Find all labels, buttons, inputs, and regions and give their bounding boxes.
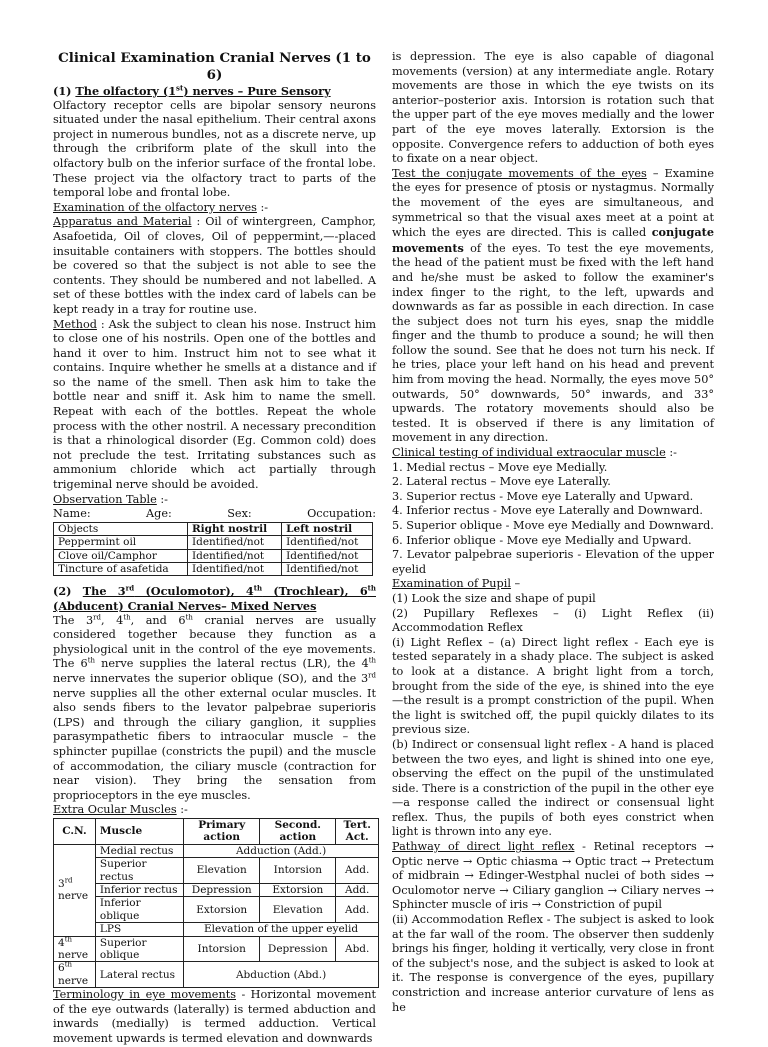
olfactory-heading xyxy=(53,84,376,99)
table-cell: Identified/not xyxy=(187,563,281,576)
list-item: 3. Superior rectus - Move eye Laterally and Upward. xyxy=(392,489,694,503)
accommodation-paragraph: (ii) Accommodation Reflex - The subject is asked to look at the far wall of the room. The observer then suddenly brings his finger, holding it vertically, very close in front of the subject's nose, and the subject is asked to look at it. The response is convergence of the eyes, pupillary constriction and increase anterior curvature of lens as he xyxy=(392,913,714,1014)
cn-sup: rd xyxy=(64,876,73,885)
header-cn: C.N. xyxy=(54,818,96,844)
oculomotor-heading-part: (Oculomotor), 4 xyxy=(134,584,254,599)
header-left-nostril: Left nostril xyxy=(282,522,373,535)
olfactory-heading-part-b: ) nerves – Pure Sensory xyxy=(183,84,331,98)
olfactory-heading-part-a: The olfactory (1 xyxy=(75,84,177,98)
oculomotor-heading xyxy=(53,584,376,613)
extraocular-muscle-table xyxy=(53,818,379,988)
table-cell: Inferior rectus xyxy=(95,883,183,896)
table-cell: Depression xyxy=(260,936,336,962)
observation-table xyxy=(53,522,373,577)
conjugate-bold: conjugate movements xyxy=(392,225,714,255)
observation-heading-suffix: :- xyxy=(156,492,168,506)
table-row xyxy=(54,563,373,576)
oculomotor-heading-number: (2) xyxy=(53,584,72,599)
table-cell: Intorsion xyxy=(260,858,336,884)
table-cell: Tincture of asafetida xyxy=(54,563,188,576)
table-cell: LPS xyxy=(95,923,183,936)
pupil-heading-text: Examination of Pupil xyxy=(392,577,511,591)
cn-label: nerve xyxy=(58,974,89,987)
table-cell: Add. xyxy=(336,883,379,896)
superscript: th xyxy=(87,656,96,665)
conjugate-text-a: – Examine the eyes for presence of ptosis or nystagmus. Normally the movement of the eyes are simultaneous, and symmetrical so that the visual axes meet at a point at which the eyes are directed. This is called xyxy=(392,166,714,240)
olfactory-intro: Olfactory receptor cells are bipolar sensory neurons situated under the nasal epithelium. Their central axons project in numerous bundles, not as a discrete nerve, up through the cribriform plate of the skull into the olfactory bulb on the inferior surface of the frontal lobe. These project via the olfactory tract to parts of the temporal lobe and frontal lobe. xyxy=(53,98,376,200)
oculomotor-heading-part: (Trochlear), 6 xyxy=(262,584,368,599)
olfactory-heading-text xyxy=(75,84,330,98)
list-item: 6. Inferior oblique - Move eye Medially and Upward. xyxy=(392,533,692,547)
table-cell: Identified/not xyxy=(187,536,281,549)
olfactory-heading-number: (1) xyxy=(53,84,72,98)
cn4-cell xyxy=(54,936,96,962)
superscript: th xyxy=(368,656,377,665)
individual-muscle-heading-text: Clinical testing of individual extraocular muscle xyxy=(392,446,666,460)
table-row xyxy=(54,897,379,923)
continued-paragraph: is depression. The eye is also capable of diagonal movements (version) at any intermediate angle. Rotary movements are those in which the eye twists on its anterior–posterior axis. Intorsion is rotation such that the upper part of the eye moves medially and the lower part of the eye moves laterally. Extorsion is the opposite. Convergence refers to adduction of both eyes to fixate on a near object. xyxy=(392,50,714,166)
list-item: 5. Superior oblique - Move eye Medially and Downward. xyxy=(392,519,714,532)
observation-heading xyxy=(53,493,376,508)
pathway-text: - Retinal receptors → Optic nerve → Optic chiasma → Optic tract → Pretectum of midbrain → Edinger-Westphal nuclei of both sides → Oculomotor nerve → Ciliary ganglion → Ciliary nerves → Sphincter muscle of iris → Constriction of pupil xyxy=(392,840,714,912)
terminology-text: - Horizontal movement of the eye outwards (laterally) is termed abduction and inwards (medially) is termed adduction. Vertical movement upwards is termed elevation and downwards xyxy=(53,988,376,1045)
pupil-heading-suffix: – xyxy=(510,577,521,591)
table-cell: Elevation xyxy=(260,897,336,923)
field-sex: Sex: xyxy=(227,507,252,521)
list-item: 7. Levator palpebrae superioris - Elevation of the upper eyelid xyxy=(392,548,714,576)
text-run: The 3 xyxy=(53,613,94,627)
cn-label: nerve xyxy=(58,949,89,961)
terminology-paragraph xyxy=(53,988,376,1046)
table-cell: Add. xyxy=(336,897,379,923)
cn-number: 4 xyxy=(58,936,65,949)
pathway-label: Pathway of direct light reflex xyxy=(392,840,575,854)
table-cell: Superior oblique xyxy=(95,936,183,962)
pupil-item-2: (2) Pupillary Reflexes – (i) Light Reflex (ii) Accommodation Reflex xyxy=(392,606,714,635)
right-column xyxy=(392,50,714,1015)
cn-number: 6 xyxy=(58,962,65,975)
table-cell: Depression xyxy=(184,883,260,896)
table-cell: Identified/not xyxy=(282,563,373,576)
conjugate-text-b: of the eyes. To test the eye movements, the head of the patient must be fixed with the left hand and he/she must be asked to follow the examiner's index finger to the right, to the left, upwards and downwards as far as possible in each direction. In case the subject does not turn his eyes, snap the middle finger and the thumb to produce a sound; he will then follow the sound. See that he does not turn his neck. If he tries, place your left hand on his head and prevent him from moving the head. Normally, the eyes move 50° outwards, 50° downwards, 50° inwards, and 33° upwards. The rotatory movements should also be tested. It is observed if there is any limitation of movement in any direction. xyxy=(392,241,714,445)
superscript: rd xyxy=(368,671,376,680)
table-row xyxy=(54,844,379,857)
light-reflex-paragraph: (i) Light Reflex – (a) Direct light reflex - Each eye is tested separately in a shady place. The subject is asked to look at a distance. A bright light from a torch, brought from the side of the eye, is shined into the eye—the result is a prompt constriction of the pupil. When the light is switched off, the pupil quickly dilates to its previous size. xyxy=(392,635,714,737)
list-item: 1. Medial rectus – Move eye Medially. xyxy=(392,460,608,474)
field-age: Age: xyxy=(146,507,172,521)
pupil-item-1: (1) Look the size and shape of pupil xyxy=(392,591,596,605)
conjugate-paragraph xyxy=(392,167,714,446)
olfactory-exam-heading-text: Examination of the olfactory nerves xyxy=(53,200,257,214)
eom-heading-text: Extra Ocular Muscles xyxy=(53,803,177,817)
text-run: nerve supplies the lateral rectus (LR), the 4 xyxy=(95,657,369,671)
field-occupation: Occupation: xyxy=(307,507,376,521)
page-title: Clinical Examination Cranial Nerves (1 to 6) xyxy=(58,50,371,83)
header-objects: Objects xyxy=(54,522,188,535)
text-run: nerve innervates the superior oblique (SO), and the 3 xyxy=(53,672,369,685)
superscript: th xyxy=(123,612,131,621)
table-cell: Extorsion xyxy=(184,897,260,923)
oculomotor-heading-sup: th xyxy=(367,583,376,593)
individual-muscle-heading xyxy=(392,446,714,461)
oculomotor-heading-part: The 3 xyxy=(82,584,126,599)
table-cell: Intorsion xyxy=(184,936,260,962)
list-item: 4. Inferior rectus - Move eye Laterally and Downward. xyxy=(392,504,703,518)
left-column xyxy=(53,50,376,1047)
text-run: , 4 xyxy=(100,613,124,627)
pupil-heading xyxy=(392,577,714,592)
table-row xyxy=(54,858,379,884)
table-cell: Abd. xyxy=(336,936,379,962)
table-cell: Clove oil/Camphor xyxy=(54,549,188,562)
table-row xyxy=(54,923,379,936)
apparatus-paragraph xyxy=(53,215,376,317)
conjugate-label: Test the conjugate movements of the eyes xyxy=(392,166,647,180)
text-run: , and 6 xyxy=(130,613,186,627)
table-cell: Peppermint oil xyxy=(54,536,188,549)
apparatus-text: : Oil of wintergreen, Camphor, Asafoetida, Oil of cloves, Oil of peppermint,—-placed insuitable containers with stoppers. The bottles should be covered so that the subject is not able to see the contents. They should be numbered and not labelled. A set of these bottles with the index card of labels can be kept ready in a tray for routine use. xyxy=(53,215,376,316)
header-second: Second. action xyxy=(260,818,336,844)
header-right-nostril: Right nostril xyxy=(187,522,281,535)
method-text: : Ask the subject to clean his nose. Instruct him to close one of his nostrils. Open one of the bottles and hand it over to him. Instruct him not to see what it contains. Inquire whether he smells at a distance and if so the name of the smell. Then ask him to take the bottle near and sniff it. Ask him to name the smell. Repeat with each of the bottles. Repeat the whole process with the other nostril. A necessary precondition is that a rhinological disorder (Eg. Common cold) does not preclude the test. Irritating substances such as ammonium chloride which act partially through trigeminal nerve should be avoided. xyxy=(53,317,376,492)
table-cell: Identified/not xyxy=(187,549,281,562)
olfactory-exam-heading xyxy=(53,201,376,216)
table-cell: Medial rectus xyxy=(95,844,183,857)
table-row xyxy=(54,549,373,562)
header-primary: Primary action xyxy=(184,818,260,844)
observation-heading-text: Observation Table xyxy=(53,492,157,506)
table-header-row xyxy=(54,818,379,844)
table-cell: Add. xyxy=(336,858,379,884)
cn-label: nerve xyxy=(58,890,89,903)
observation-fields xyxy=(53,507,376,522)
list-item: 2. Lateral rectus – Move eye Laterally. xyxy=(392,475,611,489)
superscript: th xyxy=(185,612,193,621)
cn-sup: th xyxy=(64,935,73,944)
table-cell: Extorsion xyxy=(260,883,336,896)
method-paragraph xyxy=(53,318,376,493)
olfactory-exam-heading-suffix: :- xyxy=(256,200,269,214)
oculomotor-paragraph xyxy=(53,614,376,804)
oculomotor-heading-sup: rd xyxy=(125,583,135,593)
apparatus-label: Apparatus and Material xyxy=(53,215,192,229)
table-header-row xyxy=(54,522,373,535)
table-row xyxy=(54,883,379,896)
oculomotor-heading-text xyxy=(53,584,376,613)
table-row xyxy=(54,962,379,988)
text-run: cranial nerves are usually considered together because they function as a physiological unit in the control of the eye movements. The 6 xyxy=(53,613,377,671)
table-cell: Identified/not xyxy=(282,549,373,562)
cn-sup: th xyxy=(64,960,73,969)
method-label: Method xyxy=(53,317,97,331)
cn6-cell xyxy=(54,962,96,988)
table-row xyxy=(54,536,373,549)
table-cell: Abduction (Abd.) xyxy=(184,962,379,988)
table-cell: Lateral rectus xyxy=(95,962,183,988)
olfactory-heading-sup: st xyxy=(176,83,184,93)
table-cell: Elevation of the upper eyelid xyxy=(184,923,379,936)
table-cell: Inferior oblique xyxy=(95,897,183,923)
cn-number: 3 xyxy=(58,877,65,890)
table-row xyxy=(54,936,379,962)
table-cell: Identified/not xyxy=(282,536,373,549)
field-name: Name: xyxy=(53,507,91,521)
header-tert: Tert. Act. xyxy=(336,818,379,844)
cn3-cell xyxy=(54,844,96,936)
pathway-paragraph xyxy=(392,840,714,913)
individual-muscle-heading-suffix: :- xyxy=(665,446,677,460)
header-muscle: Muscle xyxy=(95,818,183,844)
eom-heading-suffix: :- xyxy=(176,803,188,817)
table-cell: Elevation xyxy=(184,858,260,884)
eom-heading xyxy=(53,803,376,818)
table-cell: Superior rectus xyxy=(95,858,183,884)
superscript: rd xyxy=(93,612,101,621)
terminology-label: Terminology in eye movements xyxy=(53,988,237,1002)
oculomotor-heading-sup: th xyxy=(253,583,263,593)
indirect-reflex-paragraph: (b) Indirect or consensual light reflex - A hand is placed between the two eyes, and light is shined into one eye, observing the effect on the pupil of the unstimulated side. There is a constriction of the pupil in the other eye—a response called the indirect or consensual light reflex. Thus, the pupils of both eyes constrict when light is thrown into any eye. xyxy=(392,737,714,839)
text-run: nerve supplies all the other external ocular muscles. It also sends fibers to the levator palpebrae superioris (LPS) and through the ciliary ganglion, it supplies parasympathetic fibers to intraocular muscle – the sphincter pupillae (constricts the pupil) and the muscle of accommodation, the ciliary muscle (contraction for near vision). They bring the sensation from proprioceptors in the eye muscles. xyxy=(53,686,376,802)
oculomotor-heading-part: (Abducent) Cranial Nerves– Mixed Nerves xyxy=(53,599,317,614)
table-cell: Adduction (Add.) xyxy=(184,844,379,857)
